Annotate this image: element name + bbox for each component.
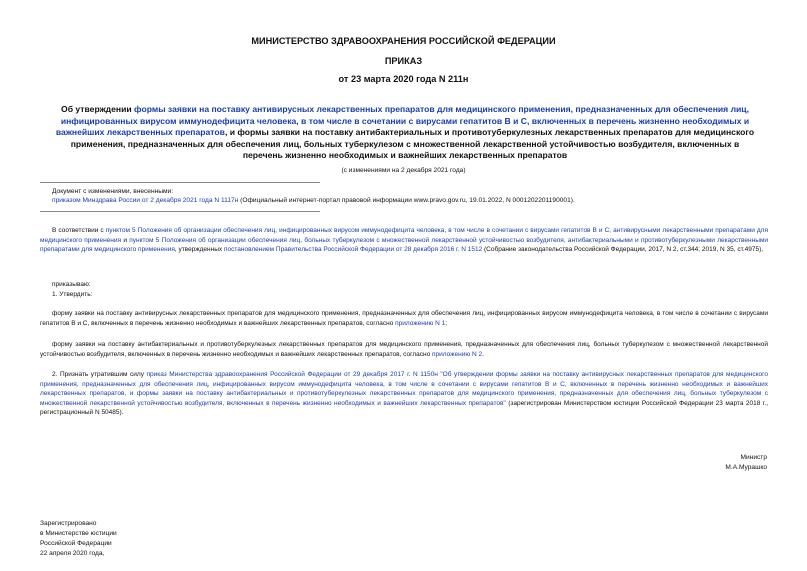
signature-position: Министр <box>740 454 767 461</box>
appendix-1-link[interactable]: приложению N 1 <box>395 319 446 327</box>
doc-changes-intro: Документ с изменениями, внесенными: <box>52 188 174 195</box>
registration-line: Зарегистрировано <box>40 520 97 527</box>
date-number-heading: от 23 марта 2020 года N 211н <box>338 74 469 84</box>
title-middle: , и формы заявки на поставку антибактериальных и противотуберкулезных лекарственных препаратов для медицинского применения, предназначенных для обеспечения лиц, больных туберкулезом с множественной лекарственной устойчивостью возбудителя, включенных в перечень жизненно необходимых и важнейших лекарственных препаратов <box>70 127 755 161</box>
ministry-heading: МИНИСТЕРСТВО ЗДРАВООХРАНЕНИЯ РОССИЙСКОЙ ФЕДЕРАЦИИ <box>251 36 556 46</box>
title-prefix: Об утверждении <box>61 104 135 114</box>
doc-changes-line <box>52 196 772 205</box>
text-span: . <box>482 350 484 358</box>
amendment-note: (с изменениями на 2 декабря 2021 года) <box>341 167 466 174</box>
text-span: и <box>121 236 130 244</box>
signature-name: М.А.Мурашко <box>725 464 767 471</box>
registration-line: 22 апреля 2020 года, <box>40 550 105 557</box>
paragraph-approve: 1. Утвердить: <box>52 291 93 298</box>
repealed-order-link[interactable]: приказ Министерства здравоохранения Российской Федерации от 29 декабря 2017 г. N 1150н "Об утверждении формы заявки на поставку антивирусных лекарственных препаратов для медицинского применения, предназначенных для обеспечения лиц, инфицированных вирусом иммунодефицита человека, в том числе в сочетании с вирусами гепатитов B и C, включенных в перечень жизненно необходимых и важнейших лекарственных препаратов, и формы заявки на поставку антибактериальных и противотуберкулезных лекарственных препаратов для медицинского применения, предназначенных для обеспечения лиц, больных туберкулезом с множественной лекарственной устойчивостью возбудителя, включенных в перечень жизненно необходимых и важнейших лекарственных препаратов" <box>40 371 768 407</box>
text-span: ; <box>445 319 448 327</box>
paragraph-form2 <box>40 340 768 359</box>
government-decree-link[interactable]: постановлением Правительства Российской Федерации от 28 декабря 2016 г. N 1512 <box>223 246 483 254</box>
text-span: , утвержденных <box>174 246 224 254</box>
divider-top <box>40 182 320 183</box>
text-span: В соответствии с <box>52 227 106 234</box>
divider-bottom <box>40 211 320 212</box>
text-span: (зарегистрирован Министерством юстиции Российской Федерации 23 марта 2018 г., регистрационный N 50485). <box>40 399 768 417</box>
title-form-link[interactable]: формы заявки на поставку антивирусных лекарственных препаратов для медицинского применения, предназначенных для обеспечения лиц, инфицированных вирусом иммунодефицита человека, в том числе в сочетании с вирусами гепатитов B и C, включенных в перечень жизненно необходимых и важнейших лекарственных препаратов <box>55 104 750 138</box>
paragraph-order: приказываю: <box>52 281 91 288</box>
appendix-2-link[interactable]: приложению N 2 <box>432 350 483 358</box>
regulation-point5-hiv-link[interactable]: пунктом 5 Положения об организации обеспечения лиц, инфицированных вирусом иммунодефицита человека, в том числе в сочетании с вирусами гепатитов B и C, антивирусными лекарственными препаратами для медицинского применения <box>40 227 768 244</box>
amendment-order-link[interactable]: приказом Минздрава России от 2 декабря 2021 года N 1117н <box>52 197 239 204</box>
text-span: 2. Признать утратившим силу <box>52 371 147 378</box>
signature-block <box>725 453 767 473</box>
paragraph-basis <box>40 226 768 255</box>
doc-type-heading: ПРИКАЗ <box>384 56 423 66</box>
regulation-point5-tb-link[interactable]: пунктом 5 Положения об организации обеспечения лиц, больных туберкулезом с множественной лекарственной устойчивостью возбудителя, антибактериальными и противотуберкулезными лекарственными препаратами для медицинского применения <box>40 236 768 254</box>
doc-changes-block <box>52 187 772 205</box>
doc-changes-rest: (Официальный интернет-портал правовой информации www.pravo.gov.ru, 19.01.2022, N 0001202201190001). <box>238 197 575 204</box>
text-span: форму заявки на поставку антивирусных лекарственных препаратов для медицинского применения, предназначенных для обеспечения лиц, инфицированных вирусом иммунодефицита человека, в том числе в сочетании с вирусами гепатитов B и C, включенных в перечень жизненно необходимых и важнейших лекарственных препаратов, согласно <box>40 310 768 327</box>
registration-line: в Министерстве юстиции <box>40 530 117 537</box>
paragraph-repeal <box>40 370 768 418</box>
paragraph-form1 <box>40 309 768 328</box>
registration-block <box>40 519 117 559</box>
text-span: форму заявки на поставку антибактериальных и противотуберкулезных лекарственных препаратов для медицинского применения, предназначенных для обеспечения лиц, больных туберкулезом с множественной лекарственной устойчивостью возбудителя, включенных в перечень жизненно необходимых и важнейших лекарственных препаратов, согласно <box>40 341 768 358</box>
text-span: (Собрание законодательства Российской Федерации, 2017, N 2, ст.344; 2019, N 35, ст.4975), <box>482 246 764 254</box>
registration-line: Российской Федерации <box>40 540 112 547</box>
page-title <box>52 104 758 162</box>
